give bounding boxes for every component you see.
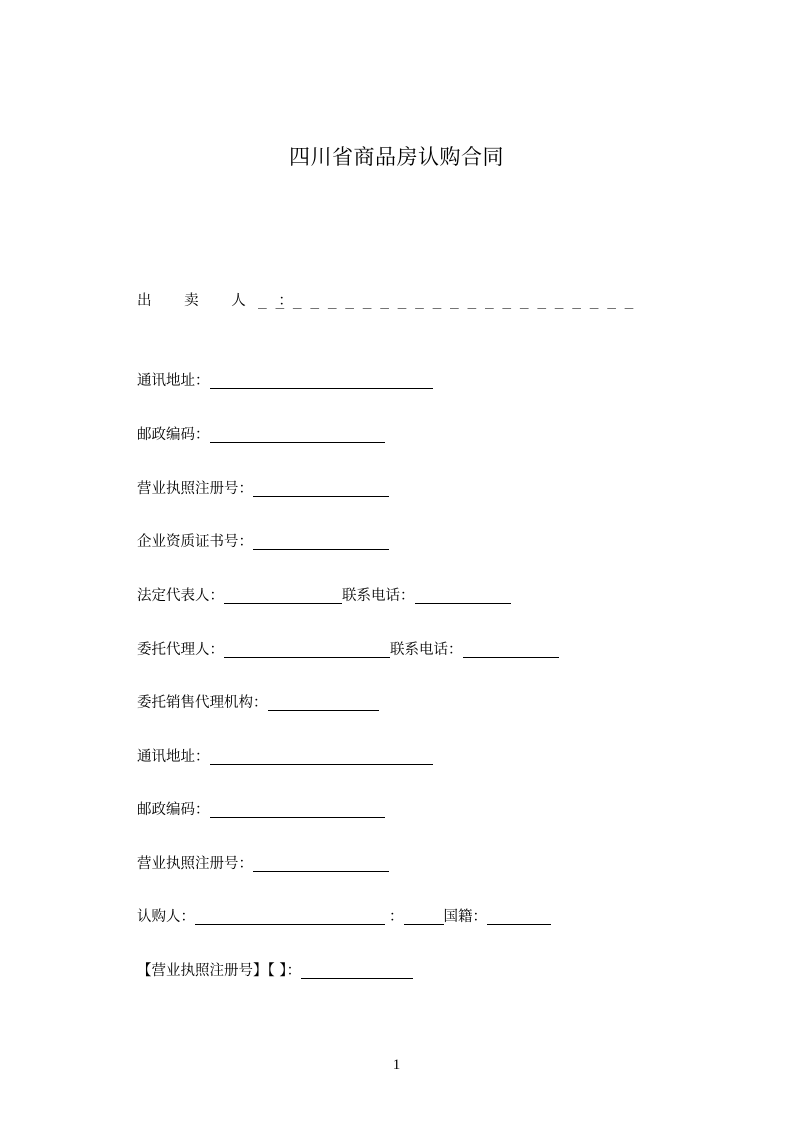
phone-field-1[interactable] — [415, 587, 511, 604]
sales-agency-field[interactable] — [268, 694, 379, 711]
sales-agency-row — [137, 692, 379, 714]
agent-label: 委托代理人： — [137, 642, 224, 658]
buyer-license-row — [137, 960, 413, 982]
buyer-license-label: 【营业执照注册号】【 】： — [137, 963, 302, 979]
postcode-field-1[interactable] — [210, 426, 385, 443]
postcode-label-2: 邮政编码： — [137, 802, 210, 818]
address-field-1[interactable] — [210, 372, 433, 389]
qualification-field[interactable] — [253, 533, 389, 550]
phone-field-2[interactable] — [463, 641, 559, 658]
buyer-field[interactable] — [195, 908, 385, 925]
qualification-row — [137, 531, 389, 553]
phone-label-1: 联系电话： — [342, 588, 415, 604]
address-row-1 — [137, 370, 433, 392]
license-field-2[interactable] — [253, 855, 389, 872]
seller-blank[interactable]: _ _ _ _ _ _ _ _ _ _ _ _ _ _ _ _ _ _ _ _ _ _ — [258, 293, 634, 309]
sales-agency-label: 委托销售代理机构： — [137, 695, 268, 711]
legal-rep-row — [137, 585, 511, 607]
nationality-label: 国籍： — [443, 909, 487, 925]
address-label-1: 通讯地址： — [137, 373, 210, 389]
postcode-row-1 — [137, 424, 385, 446]
phone-label-2: 联系电话： — [390, 642, 463, 658]
agent-row — [137, 639, 559, 661]
nationality-field[interactable] — [487, 908, 551, 925]
license-row-1 — [137, 478, 389, 500]
qualification-label: 企业资质证书号： — [137, 534, 253, 550]
license-label-1: 营业执照注册号： — [137, 481, 253, 497]
license-row-2 — [137, 853, 389, 875]
buyer-label: 认购人： — [137, 909, 195, 925]
agent-field[interactable] — [224, 641, 390, 658]
postcode-row-2 — [137, 799, 385, 821]
postcode-field-2[interactable] — [210, 801, 385, 818]
license-label-2: 营业执照注册号： — [137, 856, 253, 872]
page-title: 四川省商品房认购合同 — [289, 145, 504, 169]
address-row-2 — [137, 746, 433, 768]
license-field-1[interactable] — [253, 480, 389, 497]
address-field-2[interactable] — [210, 748, 433, 765]
seller-label: 出 卖 人 ： — [137, 293, 307, 309]
postcode-label-1: 邮政编码： — [137, 427, 210, 443]
address-label-2: 通讯地址： — [137, 749, 210, 765]
buyer-colon: ： — [389, 909, 404, 925]
legal-rep-label: 法定代表人： — [137, 588, 224, 604]
buyer-extra-field[interactable] — [404, 908, 444, 925]
page-number: 1 — [392, 1057, 401, 1073]
legal-rep-field[interactable] — [224, 587, 342, 604]
buyer-license-field[interactable] — [301, 962, 413, 979]
buyer-row — [137, 906, 551, 928]
